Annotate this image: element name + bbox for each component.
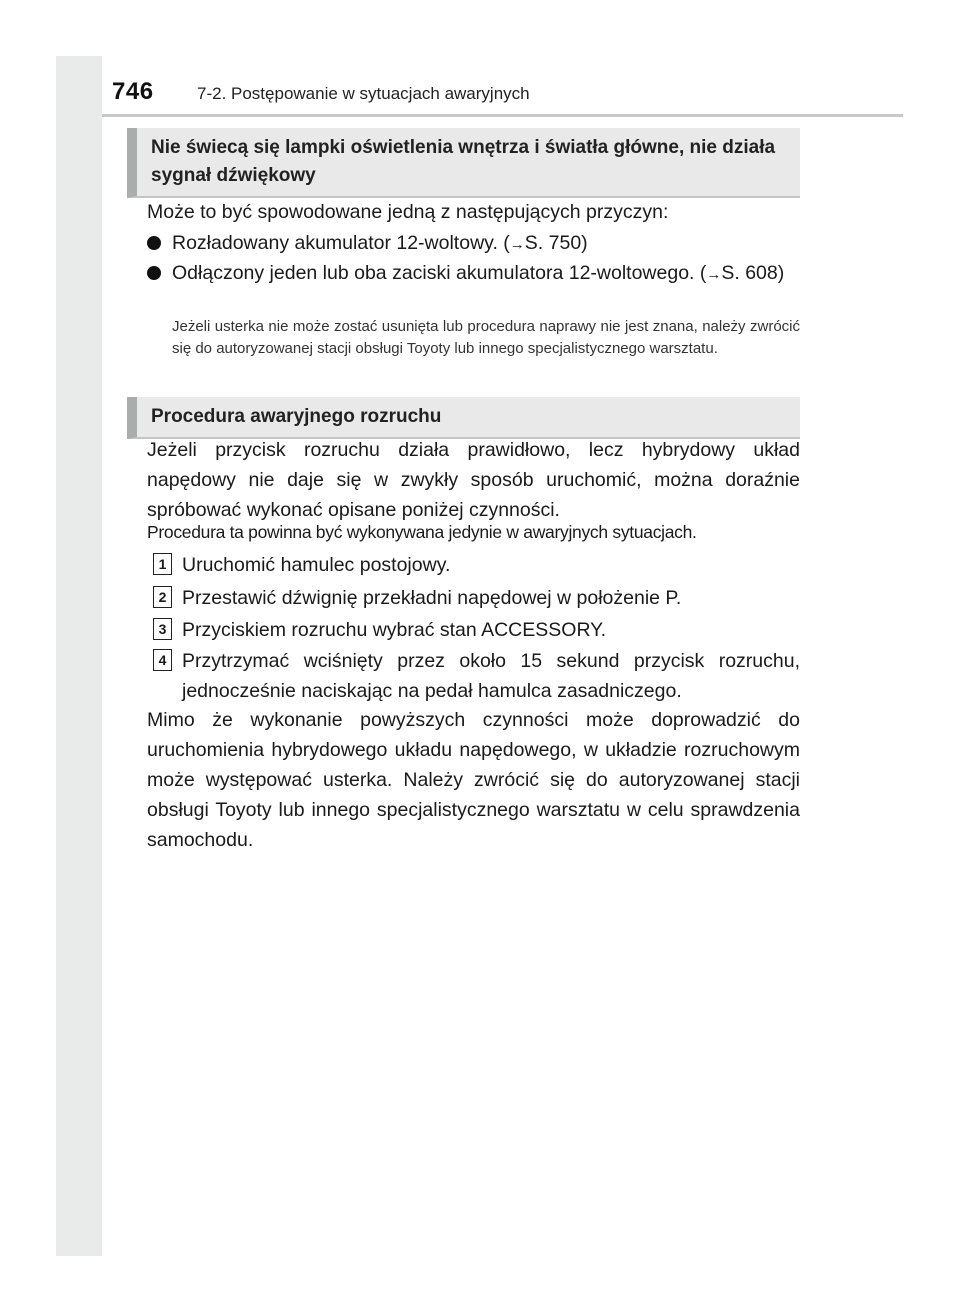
section-title-lights: Nie świecą się lampki oświetlenia wnętrza i światła główne, nie działa sygnał dźwiękowy bbox=[127, 128, 800, 198]
step-number: 2 bbox=[153, 586, 172, 608]
bullet-icon bbox=[147, 266, 161, 280]
arrow-icon: → bbox=[509, 236, 525, 253]
step-number: 4 bbox=[153, 649, 172, 671]
page-reference[interactable]: S. 750) bbox=[524, 232, 588, 254]
bullet-text: Rozładowany akumulator 12-woltowy. ( bbox=[172, 232, 510, 254]
page-number: 746 bbox=[112, 78, 154, 105]
chapter-title: 7-2. Postępowanie w sytuacjach awaryjnych bbox=[197, 84, 530, 103]
arrow-icon: → bbox=[706, 266, 722, 283]
section2-intro: Jeżeli przycisk rozruchu działa prawidłowo, lecz hybrydowy układ napędowy nie daje się w zwykły sposób uruchomić, można doraźnie spróbować wykonać opisane poniżej czynności. bbox=[147, 439, 800, 521]
bullet-text: Odłączony jeden lub oba zaciski akumulatora 12-woltowego. ( bbox=[172, 262, 707, 284]
header-divider bbox=[102, 114, 903, 117]
step-number: 1 bbox=[153, 553, 172, 575]
side-strip bbox=[56, 56, 102, 1256]
step-text: Przytrzymać wciśnięty przez około 15 sekund przycisk rozruchu, jednocześnie naciskając na pedał hamulca zasadniczego. bbox=[182, 650, 800, 702]
step-text: Uruchomić hamulec postojowy. bbox=[182, 554, 451, 576]
section2-note: Procedura ta powinna być wykonywana jedynie w awaryjnych sytuacjach. bbox=[147, 522, 697, 542]
page-reference[interactable]: S. 608) bbox=[721, 262, 785, 284]
bullet-icon bbox=[147, 236, 161, 250]
section2-closing: Mimo że wykonanie powyższych czynności może doprowadzić do uruchomienia hybrydowego układu napędowego, w układzie rozruchowym może występować usterka. Należy zwrócić się do autoryzowanej stacji obsługi Toyoty lub innego specjalistycznego warsztatu w celu sprawdzenia samochodu. bbox=[147, 709, 800, 851]
step-text: Przyciskiem rozruchu wybrać stan ACCESSORY. bbox=[182, 619, 607, 641]
section-title-emergency-start: Procedura awaryjnego rozruchu bbox=[127, 397, 800, 439]
section1-intro: Może to być spowodowane jedną z następujących przyczyn: bbox=[147, 201, 669, 223]
step-number: 3 bbox=[153, 618, 172, 640]
section1-note: Jeżeli usterka nie może zostać usunięta lub procedura naprawy nie jest znana, należy zwrócić się do autoryzowanej stacji obsługi Toyoty lub innego specjalistycznego warsztatu. bbox=[172, 318, 800, 357]
step-text: Przestawić dźwignię przekładni napędowej w położenie P. bbox=[182, 587, 682, 609]
